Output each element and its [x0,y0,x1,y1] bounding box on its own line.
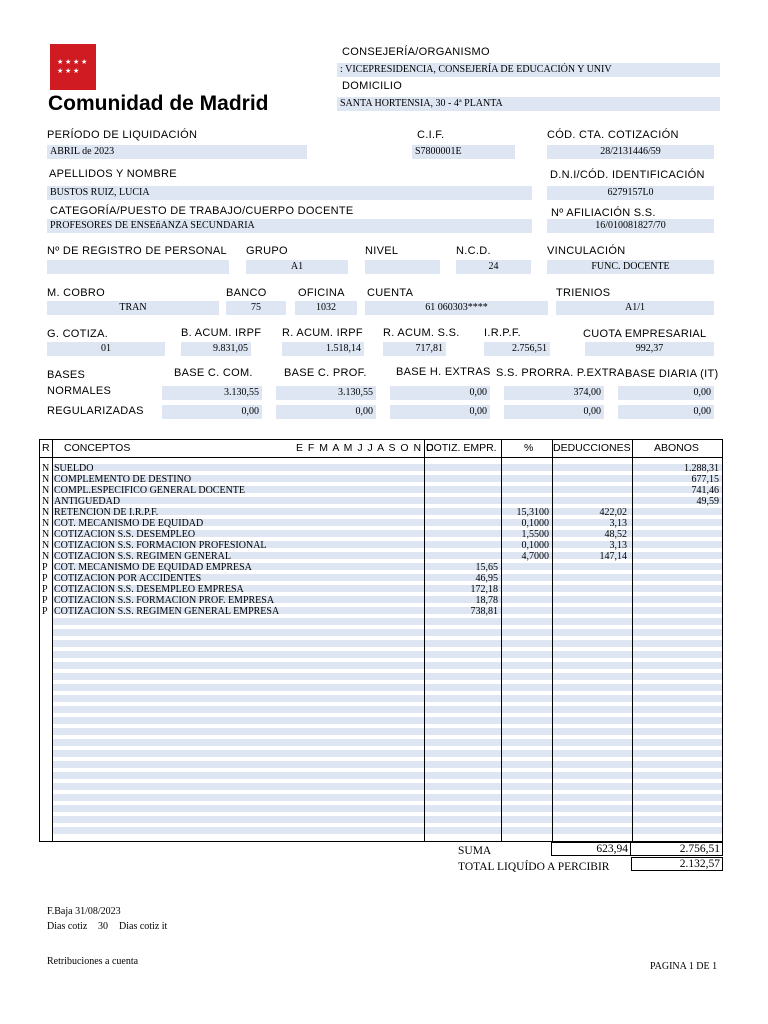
cell-abono: 677,15 [691,474,719,485]
cell-concepto: COTIZACION S.S. DESEMPLEO EMPRESA [54,584,244,595]
cell-concepto: COMPLEMENTO DE DESTINO [54,474,192,485]
cell-concepto: COTIZACION POR ACCIDENTES [54,573,202,584]
cell-pct: 1,5500 [521,529,549,540]
consejeria-label: CONSEJERÍA/ORGANISMO [342,46,490,58]
normales-label: NORMALES [47,385,112,397]
cell-r: N [42,485,50,496]
cell-cotiz: 172,18 [470,584,498,595]
cell-r: N [42,540,50,551]
row-stripe [53,794,722,801]
bases-col-prorra: S.S. PRORRA. P.EXTRA [496,367,625,379]
suma-abonos-box [631,842,723,856]
consejeria-value: : VICEPRESIDENCIA, CONSEJERÍA DE EDUCACIÓN Y UNIV [337,63,720,77]
cell-abono: 1.288,31 [684,463,719,474]
cell-ded: 3,13 [609,518,627,529]
header-cotiz: COTIZ. EMPR. [426,442,497,454]
suma-ded-box [551,842,631,856]
cell-concepto: ANTIGUEDAD [54,496,121,507]
racumss-label: R. ACUM. S.S. [383,327,460,339]
cif-value: S7800001E [412,145,515,159]
table-row [40,474,722,485]
cell-ded: 48,52 [604,529,627,540]
row-stripe [53,816,722,823]
cell-r: N [42,496,50,507]
vinculacion-value: FUNC. DOCENTE [547,260,714,274]
table-row [40,485,722,496]
table-row [40,518,722,529]
cell-r: N [42,518,50,529]
cell-concepto: COT. MECANISMO DE EQUIDAD [54,518,204,529]
suma-label: SUMA [458,845,492,857]
afiliacion-value: 16/010081827/70 [547,219,714,233]
cell-concepto: COTIZACION S.S. REGIMEN GENERAL EMPRESA [54,606,280,617]
cell-r: N [42,474,50,485]
cell-r: P [42,606,48,617]
bases-title: BASES [47,369,86,381]
cod-cta-value: 28/2131446/59 [547,145,714,159]
domicilio-value: SANTA HORTENSIA, 30 - 4ª PLANTA [337,97,720,111]
cell-pct: 0,1000 [521,518,549,529]
table-row [40,562,722,573]
page-number: PAGINA 1 DE 1 [650,961,718,972]
cell-abono: 49,59 [696,496,719,507]
trienios-value: A1/1 [556,301,714,315]
row-stripe [53,651,722,658]
cell-concepto: SUELDO [54,463,94,474]
racum-value: 1.518,14 [282,342,364,356]
row-stripe [53,739,722,746]
gcotiza-label: G. COTIZA. [47,328,109,340]
normales-diaria: 0,00 [618,386,714,400]
cell-concepto: COTIZACION S.S. DESEMPLEO [54,529,196,540]
row-stripe [53,827,722,834]
bases-col-diaria: BASE DIARIA (IT) [625,368,719,380]
table-row [40,584,722,595]
trienios-label: TRIENIOS [556,287,611,299]
row-stripe [53,618,722,625]
regularizadas-prof: 0,00 [276,405,376,419]
cell-ded: 422,02 [599,507,627,518]
header-abonos: ABONOS [654,442,699,454]
row-stripe [53,684,722,691]
normales-com: 3.130,55 [162,386,262,400]
categoria-label: CATEGORÍA/PUESTO DE TRABAJO/CUERPO DOCENTE [50,205,354,217]
suma-abonos: 2.756,51 [679,843,720,855]
registro-label: Nº DE REGISTRO DE PERSONAL [47,245,227,257]
cell-r: N [42,551,50,562]
normales-prorra: 374,00 [504,386,604,400]
mcobro-label: M. COBRO [47,287,106,299]
suma-ded: 623,94 [596,843,628,855]
cod-cta-label: CÓD. CTA. COTIZACIÓN [547,129,679,141]
cell-concepto: COTIZACION S.S. REGIMEN GENERAL [54,551,231,562]
mcobro-value: TRAN [47,301,219,315]
periodo-value: ABRIL de 2023 [47,145,307,159]
header-divider [40,457,722,458]
header-r: R [42,442,50,454]
ncd-label: N.C.D. [456,245,491,257]
dias-cotiz-label: Dias cotiz [47,921,88,932]
vinculacion-label: VINCULACIÓN [547,245,626,257]
cell-concepto: COTIZACION S.S. FORMACION PROF. EMPRESA [54,595,275,606]
cell-cotiz: 15,65 [475,562,498,573]
concepts-table [39,439,723,842]
table-row [40,507,722,518]
oficina-value: 1032 [295,301,357,315]
cuenta-value: 61 060303**** [365,301,548,315]
nivel-label: NIVEL [365,245,399,257]
row-stripe [53,728,722,735]
dni-value: 6279157L0 [547,186,714,200]
apellidos-label: APELLIDOS Y NOMBRE [49,168,177,180]
cuota-value: 992,37 [585,342,714,356]
total-box [631,857,723,871]
logo-title: Comunidad de Madrid [48,92,269,115]
dias-cotiz-it-label: Dias cotiz it [119,921,168,932]
irpf-label: I.R.P.F. [484,327,522,339]
grupo-label: GRUPO [246,245,288,257]
dni-label: D.N.I/CÓD. IDENTIFICACIÓN [550,169,705,181]
regularizadas-diaria: 0,00 [618,405,714,419]
grupo-value: A1 [246,260,348,274]
banco-value: 75 [226,301,286,315]
table-row [40,540,722,551]
cell-r: P [42,584,48,595]
cell-concepto: RETENCION DE I.R.P.F. [54,507,159,518]
bases-col-com: BASE C. COM. [174,367,253,379]
table-row [40,529,722,540]
bacum-label: B. ACUM. IRPF [181,327,262,339]
row-stripe [53,640,722,647]
row-stripe [53,772,722,779]
table-row [40,496,722,507]
table-row [40,463,722,474]
irpf-value: 2.756,51 [484,342,550,356]
regularizadas-com: 0,00 [162,405,262,419]
cell-pct: 0,1000 [521,540,549,551]
regularizadas-prorra: 0,00 [504,405,604,419]
header-conceptos: CONCEPTOS [64,442,131,454]
row-stripe [53,695,722,702]
cell-r: P [42,562,48,573]
cell-r: N [42,507,50,518]
header-pct: % [524,442,534,454]
dias-cotiz-value: 30 [98,921,108,932]
table-row [40,606,722,617]
row-stripe [53,629,722,636]
bases-col-prof: BASE C. PROF. [284,367,367,379]
row-stripe [53,673,722,680]
regularizadas-label: REGULARIZADAS [47,405,144,417]
fecha-baja: F.Baja 31/08/2023 [47,906,121,917]
cell-abono: 741,46 [691,485,719,496]
cell-r: N [42,529,50,540]
row-stripe [53,750,722,757]
cell-concepto: COMPL.ESPECIFICO GENERAL DOCENTE [54,485,246,496]
cell-ded: 3,13 [609,540,627,551]
total-label: TOTAL LIQUÍDO A PERCIBIR [458,861,610,873]
header-months: E F M A M J J A S O N D [296,442,435,454]
cell-concepto: COTIZACION S.S. FORMACION PROFESIONAL [54,540,267,551]
afiliacion-label: Nº AFILIACIÓN S.S. [551,207,656,219]
bacum-value: 9.831,05 [181,342,251,356]
cif-label: C.I.F. [417,129,445,141]
regularizadas-extras: 0,00 [390,405,490,419]
row-stripe [53,717,722,724]
nivel-value [365,260,440,274]
table-row [40,573,722,584]
oficina-label: OFICINA [298,287,345,299]
row-stripe [53,783,722,790]
periodo-label: PERÍODO DE LIQUIDACIÓN [47,129,198,141]
categoria-value: PROFESORES DE ENSEñANZA SECUNDARIA [47,219,532,233]
cuenta-label: CUENTA [367,287,414,299]
cuota-label: CUOTA EMPRESARIAL [583,328,707,340]
row-stripe [53,662,722,669]
normales-prof: 3.130,55 [276,386,376,400]
cell-pct: 4,7000 [521,551,549,562]
row-stripe [53,805,722,812]
row-stripe [53,706,722,713]
normales-extras: 0,00 [390,386,490,400]
cell-r: N [42,463,50,474]
retribuciones-label: Retribuciones a cuenta [47,956,139,967]
apellidos-value: BUSTOS RUIZ, LUCIA [47,186,532,200]
banco-label: BANCO [226,287,267,299]
cell-r: P [42,573,48,584]
madrid-logo: ★ ★ ★ ★ ★ ★ ★ [50,44,96,90]
cell-concepto: COT. MECANISMO DE EQUIDAD EMPRESA [54,562,252,573]
racumss-value: 717,81 [383,342,446,356]
bases-col-extras: BASE H. EXTRAS [396,366,491,378]
table-row [40,551,722,562]
cell-pct: 15,3100 [516,507,549,518]
cell-cotiz: 18,78 [475,595,498,606]
header-deducciones: DEDUCCIONES [553,442,631,454]
table-row [40,595,722,606]
racum-label: R. ACUM. IRPF [282,327,363,339]
cell-ded: 147,14 [599,551,627,562]
cell-r: P [42,595,48,606]
cell-cotiz: 738,81 [470,606,498,617]
domicilio-label: DOMICILIO [342,80,403,92]
cell-cotiz: 46,95 [475,573,498,584]
total-value: 2.132,57 [679,858,720,870]
gcotiza-value: 01 [47,342,165,356]
row-stripe [53,761,722,768]
ncd-value: 24 [456,260,531,274]
registro-value [47,260,229,274]
